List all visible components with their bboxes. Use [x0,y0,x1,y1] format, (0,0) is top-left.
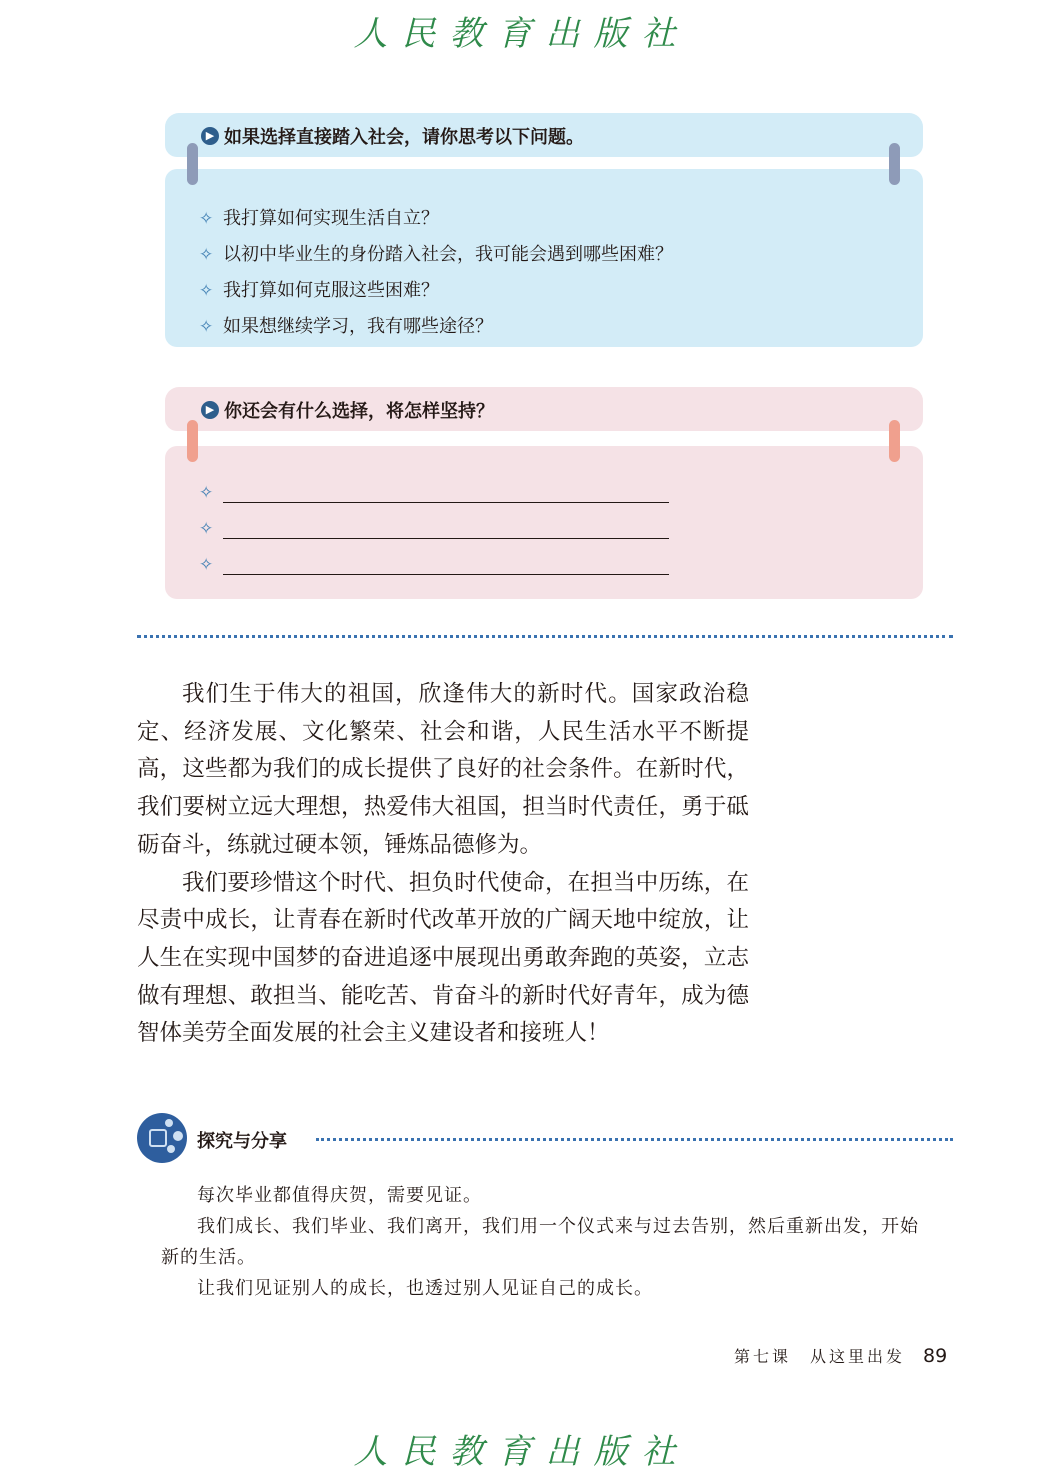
question-item: ✧ 如果想继续学习，我有哪些途径？ [199,309,673,345]
publisher-logo-top: 人民教育出版社 [353,14,690,54]
answer-lines [199,475,669,583]
question-item: ✧ 以初中毕业生的身份踏入社会，我可能会遇到哪些困难？ [199,237,673,273]
question-box-title-text: 你还会有什么选择，将怎样坚持？ [224,401,494,422]
pin-left [187,420,198,462]
answer-line-item [199,475,669,511]
sparkle-icon: ✧ [199,555,214,575]
answer-blank[interactable] [223,520,669,539]
explore-divider [316,1138,953,1141]
sparkle-icon: ✧ [199,317,214,337]
main-body-text [137,676,749,1053]
question-item: ✧ 我打算如何实现生活自立？ [199,201,673,237]
paragraph: 让我们见证别人的成长，也透过别人见证自己的成长。 [197,1278,653,1299]
paragraph: 每次毕业都值得庆贺，需要见证。 [197,1185,482,1206]
answer-line-item [199,547,669,583]
sparkle-icon: ✧ [199,519,214,539]
sparkle-icon: ✧ [199,281,214,301]
answer-blank[interactable] [223,484,669,503]
sparkle-icon: ✧ [199,245,214,265]
explore-body-text [161,1180,937,1304]
question-box-title [201,123,584,149]
publisher-logo-bottom: 人民教育出版社 [353,1432,690,1472]
answer-blank[interactable] [223,556,669,575]
paragraph: 我们生于伟大的祖国，欣逢伟大的新时代。国家政治稳定、经济发展、文化繁荣、社会和谐，人民生活水平不断提高，这些都为我们的成长提供了良好的社会条件。在新时代，我们要树立远大理想，热爱伟大祖国，担当时代责任，勇于砥砺奋斗，练就过硬本领，锤炼品德修为。 [137,681,749,858]
question-box-title-text: 如果选择直接踏入社会，请你思考以下问题。 [224,127,584,148]
sparkle-icon: ✧ [199,209,214,229]
lesson-title: 第七课 从这里出发 [734,1347,906,1366]
page-footer [734,1344,947,1367]
pin-left [187,143,198,185]
sparkle-icon: ✧ [199,483,214,503]
explore-share-icon [137,1113,187,1163]
paragraph: 我们要珍惜这个时代、担负时代使命，在担当中历练，在尽责中成长，让青春在新时代改革开放的广阔天地中绽放，让人生在实现中国梦的奋进追逐中展现出勇敢奔跑的英姿，立志做有理想、敢担当、能吃苦、肯奋斗的新时代好青年，成为德智体美劳全面发展的社会主义建设者和接班人！ [137,869,749,1047]
question-item: ✧ 我打算如何克服这些困难？ [199,273,673,309]
question-box-other-choice [165,387,923,599]
pin-right [889,143,900,185]
question-box-title [201,397,494,423]
explore-section-title: 探究与分享 [197,1131,287,1152]
paragraph: 我们成长、我们毕业、我们离开，我们用一个仪式来与过去告别，然后重新出发，开始新的生活。 [161,1216,919,1268]
question-list [199,201,673,345]
section-divider [137,635,953,638]
arrow-right-icon: ▶ [201,401,219,419]
pin-right [889,420,900,462]
answer-line-item [199,511,669,547]
page-number: 89 [923,1345,948,1367]
question-box-society [165,113,923,349]
arrow-right-icon: ▶ [201,127,219,145]
